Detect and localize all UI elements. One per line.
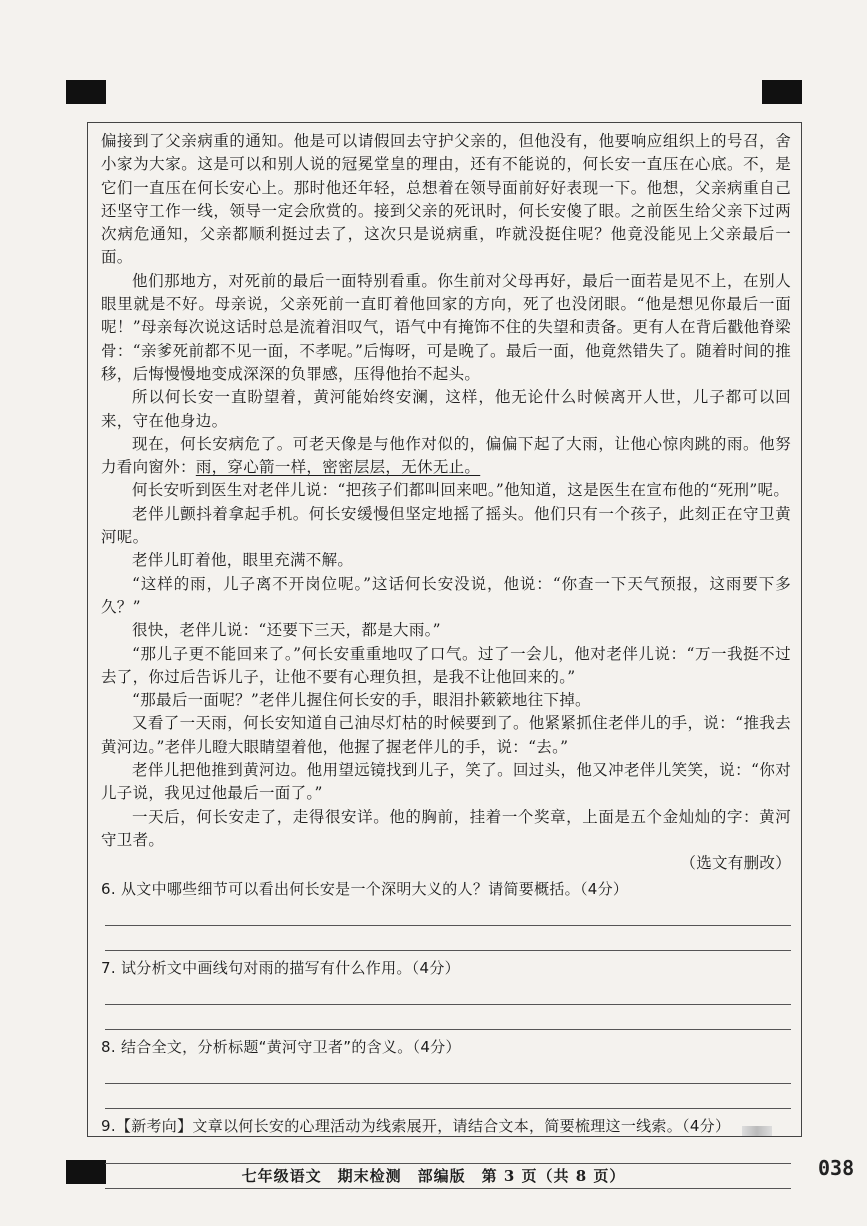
answer-line[interactable]: [105, 980, 791, 1005]
passage-paragraph: 何长安听到医生对老伴儿说：“把孩子们都叫回来吧。”他知道，这是医生在宣布他的“死刑”呢。: [132, 481, 790, 500]
passage-paragraph: “那最后一面呢？”老伴儿握住何长安的手，眼泪扑簌簌地往下掉。: [132, 691, 591, 710]
answer-line[interactable]: [105, 901, 791, 926]
passage-paragraph: [101, 433, 791, 480]
passage-paragraph: 老伴儿把他推到黄河边。他用望远镜找到儿子，笑了。回过头，他又冲老伴儿笑笑，说：“你对儿子说，我见过他最后一面了。”: [101, 761, 791, 803]
question-6: 6. 从文中哪些细节可以看出何长安是一个深明大义的人？请简要概括。（4分）: [101, 879, 629, 898]
question-8: 8. 结合全文，分析标题“黄河守卫者”的含义。（4分）: [101, 1038, 461, 1057]
passage-paragraph: 又看了一天雨，何长安知道自己油尽灯枯的时候要到了。他紧紧抓住老伴儿的手，说：“推我去黄河边。”老伴儿瞪大眼睛望着他，他握了握老伴儿的手，说：“去。”: [101, 714, 791, 756]
passage-paragraph: 一天后，何长安走了，走得很安详。他的胸前，挂着一个奖章，上面是五个金灿灿的字：黄河守卫者。: [101, 807, 791, 849]
passage-paragraph: 他们那地方，对死前的最后一面特别看重。你生前对父母再好，最后一面若是见不上，在别人眼里就是不好。母亲说，父亲死前一直盯着他回家的方向，死了也没闭眼。“他是想见你最后一面呢！”母亲每次说这话时总是流着泪叹气，语气中有掩饰不住的失望和责备。更有人在背后戳他脊梁骨：“亲爹死前都不见一面，不孝呢。”后悔呀，可是晚了。最后一面，他竟然错失了。随着时间的推移，后悔慢慢地变成深深的负罪感，压得他抬不起头。: [101, 271, 791, 383]
passage-paragraph: “这样的雨，儿子离不开岗位呢。”这话何长安没说，他说：“你查一下天气预报，这雨要下多久？”: [101, 574, 791, 616]
page-code: 038: [818, 1156, 855, 1180]
answer-line[interactable]: [105, 1139, 791, 1164]
answer-line[interactable]: [105, 1005, 791, 1030]
scan-smudge: [742, 1126, 772, 1136]
registration-mark-top-left: [66, 80, 106, 104]
source-note: （选文有删改）: [680, 854, 791, 873]
page-footer: 七年级语文 期末检测 部编版 第 3 页（共 8 页）: [241, 1167, 626, 1185]
question-7: 7. 试分析文中画线句对雨的描写有什么作用。（4分）: [101, 958, 460, 977]
passage-text: 现在，何长安病危了。可老天像是与他作对似的，偏偏下起了大雨，让他心惊肉跳的雨。他努力看向窗外：: [101, 434, 791, 477]
passage-paragraph: 很快，老伴儿说：“还要下三天，都是大雨。”: [132, 621, 441, 640]
passage-paragraph: 老伴儿颤抖着拿起手机。何长安缓慢但坚定地摇了摇头。他们只有一个孩子，此刻正在守卫黄河呢。: [101, 504, 791, 547]
exam-content: [101, 130, 791, 1189]
answer-line[interactable]: [105, 1059, 791, 1084]
passage-paragraph: “那儿子更不能回来了。”何长安重重地叹了口气。过了一会儿，他对老伴儿说：“万一我挺不过去了，你过后告诉儿子，让他不要有心理负担，是我不让他回来的。”: [101, 644, 791, 686]
passage-paragraph: 老伴儿盯着他，眼里充满不解。: [132, 551, 354, 570]
passage-paragraph: 所以何长安一直盼望着，黄河能始终安澜，这样，他无论什么时候离开人世，儿子都可以回来，守在他身边。: [101, 388, 791, 430]
underlined-sentence: 雨，穿心箭一样，密密层层，无休无止。: [195, 458, 481, 477]
passage-paragraph: 偏接到了父亲病重的通知。他是可以请假回去守护父亲的，但他没有，他要响应组织上的号召，舍小家为大家。这是可以和别人说的冠冕堂皇的理由，还有不能说的，何长安一直压在心底。不，是它们一直压在何长安心上。那时他还年轻，总想着在领导面前好好表现一下。他想，父亲病重自己还坚守工作一线，领导一定会欣赏的。接到父亲的死讯时，何长安傻了眼。之前医生给父亲下过两次病危通知，父亲都顺利挺过去了，这次只是说病重，咋就没挺住呢？他竟没能见上父亲最后一面。: [101, 132, 791, 267]
answer-line[interactable]: [105, 926, 791, 951]
registration-mark-top-right: [762, 80, 802, 104]
question-9: 9.【新考向】文章以何长安的心理活动为线索展开，请结合文本，简要梳理这一线索。（4分）: [101, 1117, 731, 1136]
answer-line[interactable]: [105, 1084, 791, 1109]
